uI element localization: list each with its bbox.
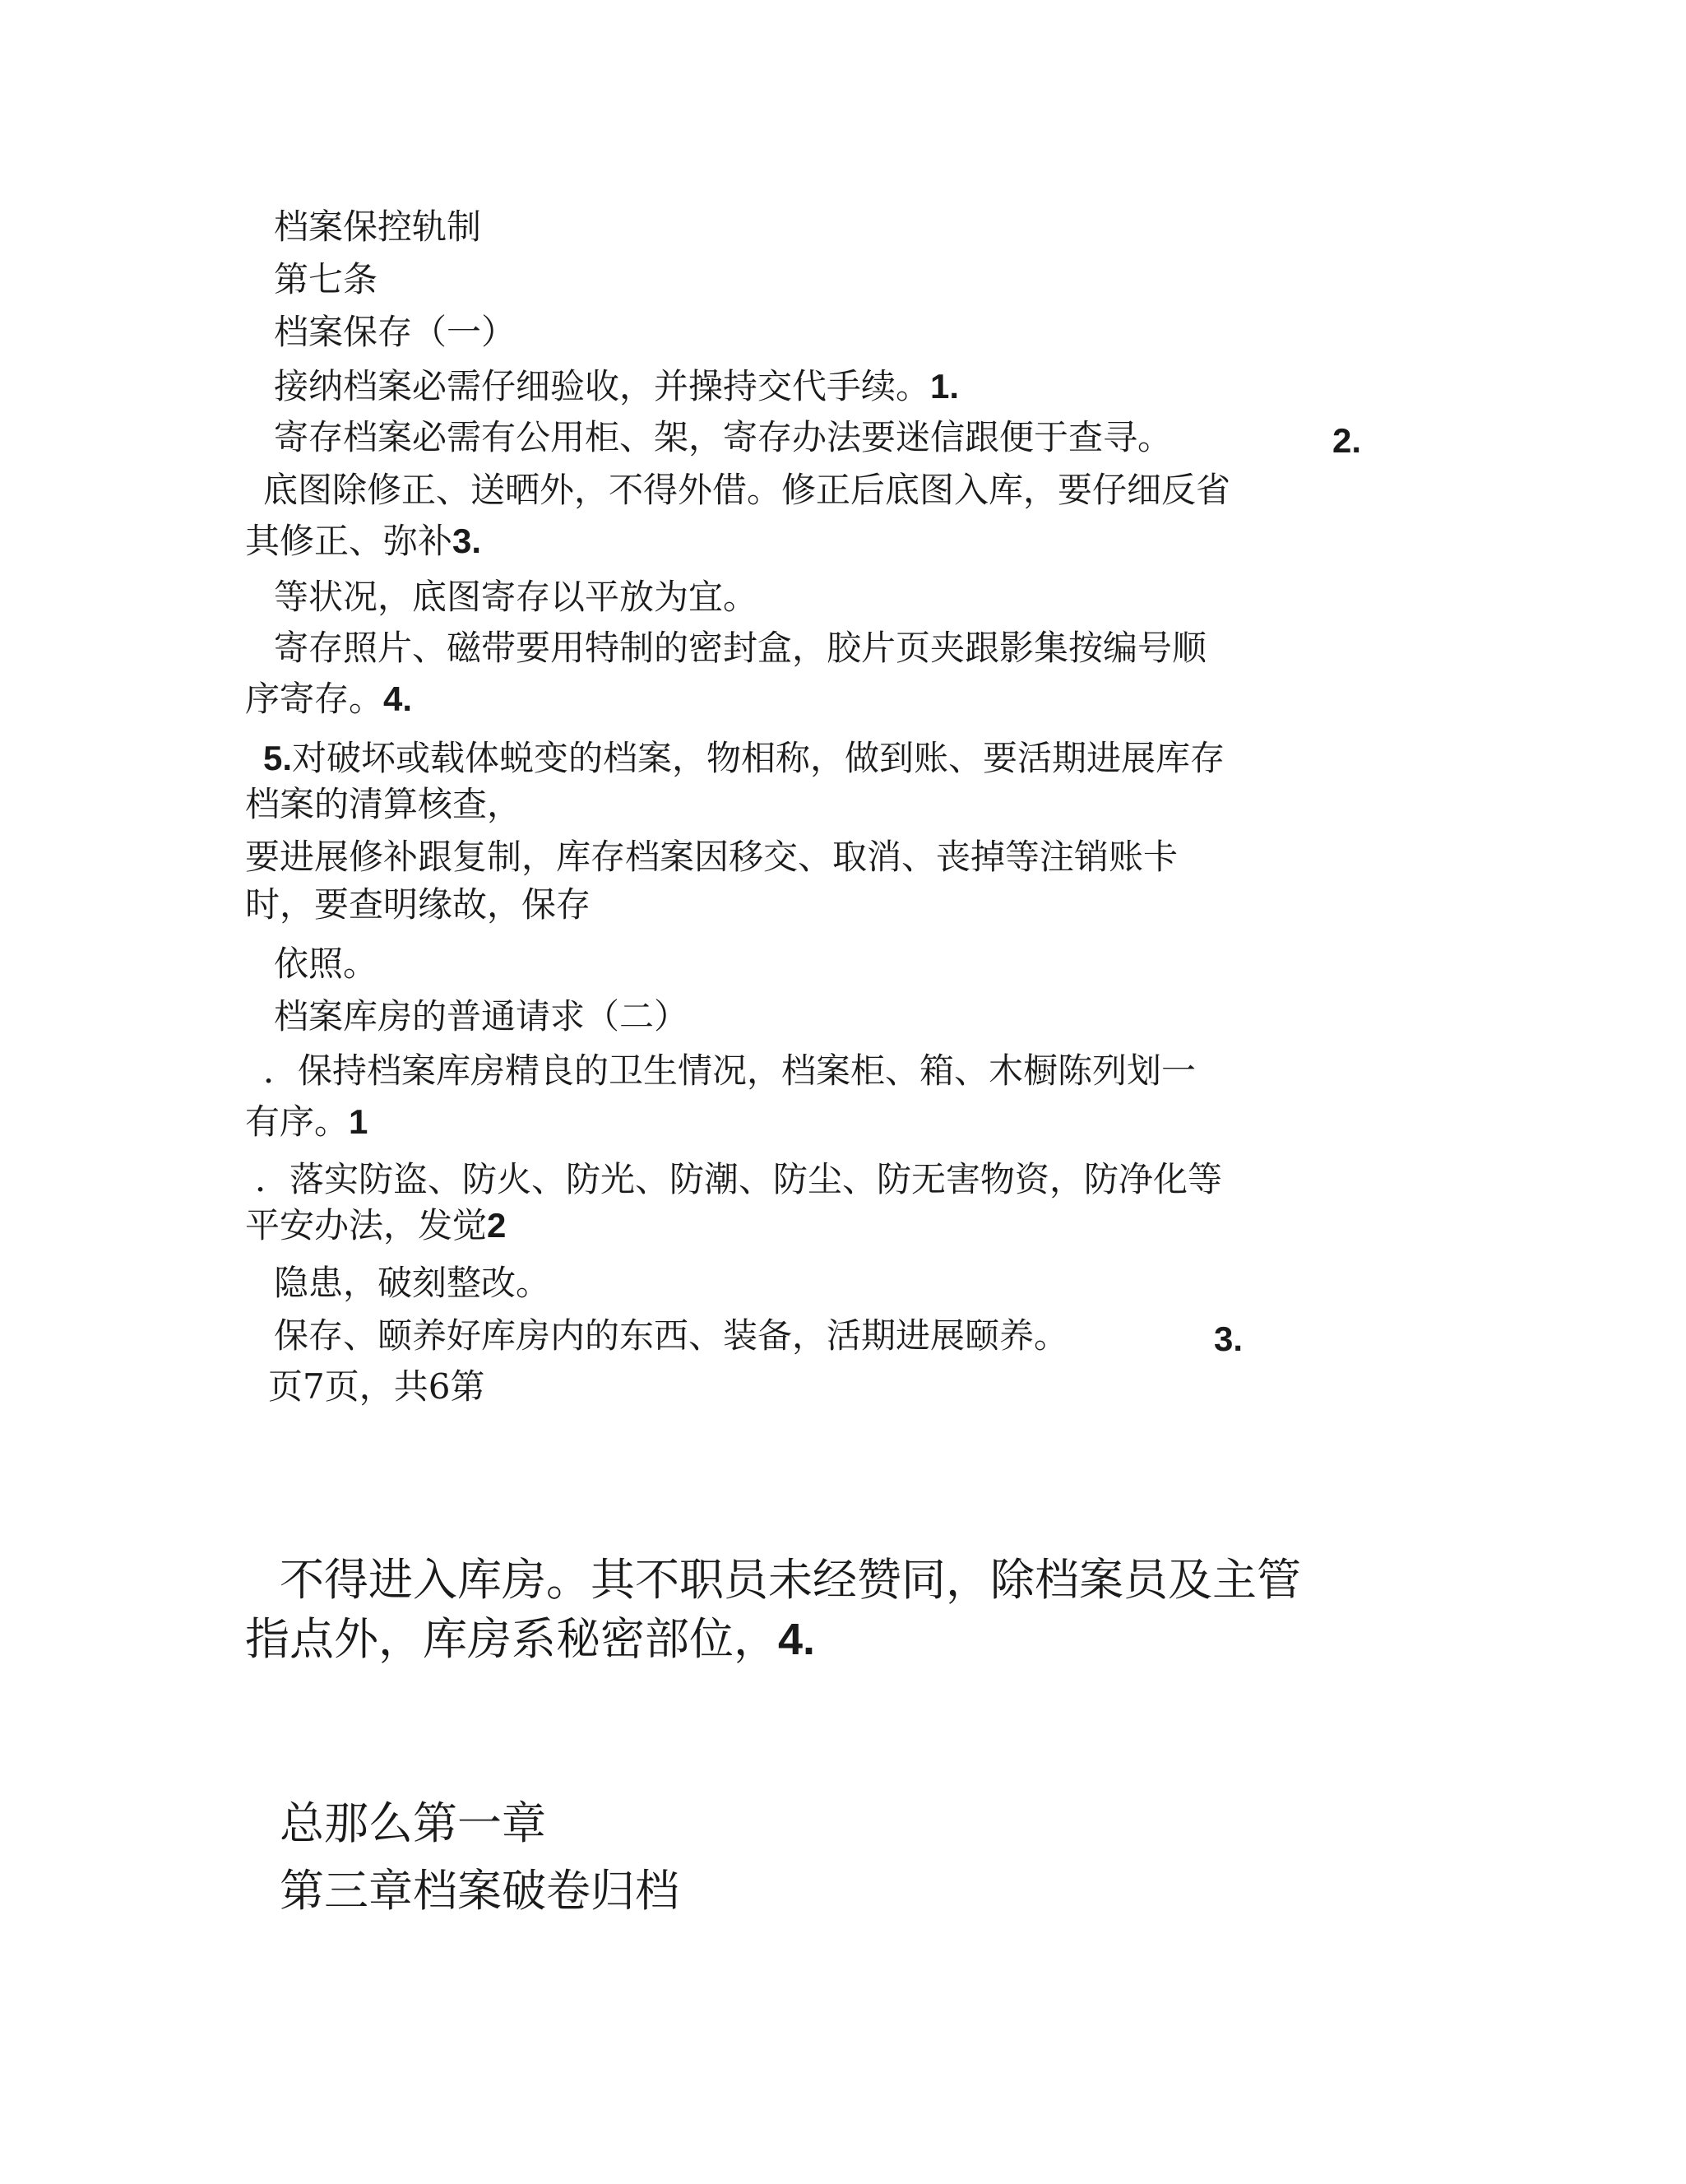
paragraph-item-5-line-5: 依照。: [274, 944, 378, 984]
chapter-heading-1: 总那么第一章: [280, 1797, 546, 1849]
paragraph-item-4-line-2: 序寄存。4.: [245, 679, 413, 719]
requirement-2-line-1: ．落实防盗、防火、防光、防潮、防尘、防无害物资，防净化等: [255, 1159, 1223, 1199]
paragraph-item-5-line-3: 要进展修补跟复制，库存档案因移交、取消、丧掉等注销账卡: [245, 837, 1179, 877]
requirement-4-line-1: 不得进入库房。其不职员未经赞同，除档案员及主管: [280, 1554, 1301, 1606]
item-number: 2.: [1332, 421, 1362, 460]
paragraph-item-5-line-2: 档案的清算核查，: [245, 784, 522, 824]
article-heading: 第七条: [274, 259, 378, 299]
paragraph-item-2: 寄存档案必需有公用柜、架，寄存办法要迷信跟便于查寻。: [274, 417, 1173, 457]
requirement-1-line-1: ．保持档案库房精良的卫生情况，档案柜、箱、木橱陈列划一: [263, 1050, 1197, 1091]
document-title: 档案保控轨制: [274, 206, 482, 247]
item-number: 4.: [778, 1615, 816, 1664]
item-number: 3.: [452, 522, 482, 560]
paragraph-item-3-line-3: 等状况，底图寄存以平放为宜。: [274, 577, 758, 617]
item-number: 3.: [1214, 1319, 1244, 1358]
item-number: 2: [487, 1206, 507, 1245]
requirement-1-line-2: 有序。1: [245, 1101, 368, 1142]
paragraph-item-4-line-1: 寄存照片、磁带要用特制的密封盒，胶片页夹跟影集按编号顺: [274, 628, 1207, 668]
item-number: 1.: [930, 367, 960, 406]
item-number: 1: [349, 1102, 368, 1141]
paragraph-item-3-line-1: 底图除修正、送晒外，不得外借。修正后底图入库，要仔细反省: [263, 470, 1231, 510]
item-number: 4.: [383, 679, 413, 718]
paragraph-item-5-line-4: 时，要查明缘故，保存: [245, 884, 591, 925]
section-heading-2: 档案库房的普通请求（二）: [274, 996, 689, 1036]
paragraph-item-3-line-2: 其修正、弥补3.: [245, 521, 482, 561]
paragraph-item-1: 接纳档案必需仔细验收，并操持交代手续。1.: [274, 366, 960, 406]
item-number: 5.: [263, 739, 293, 777]
section-heading-1: 档案保存（一）: [274, 312, 516, 352]
requirement-3: 保存、颐养好库房内的东西、装备，活期进展颐养。: [274, 1315, 1069, 1356]
requirement-2-line-3: 隐患，破刻整改。: [274, 1263, 551, 1303]
requirement-2-line-2: 平安办法，发觉2: [245, 1205, 507, 1245]
chapter-heading-3: 第三章档案破卷归档: [280, 1865, 679, 1917]
page-info: 页7页，共6第: [268, 1366, 485, 1407]
paragraph-item-5-line-1: 5.对破坏或载体蜕变的档案，物相称，做到账、要活期进展库存: [263, 738, 1225, 778]
requirement-4-line-2: 指点外，库房系秘密部位，4.: [245, 1613, 816, 1665]
